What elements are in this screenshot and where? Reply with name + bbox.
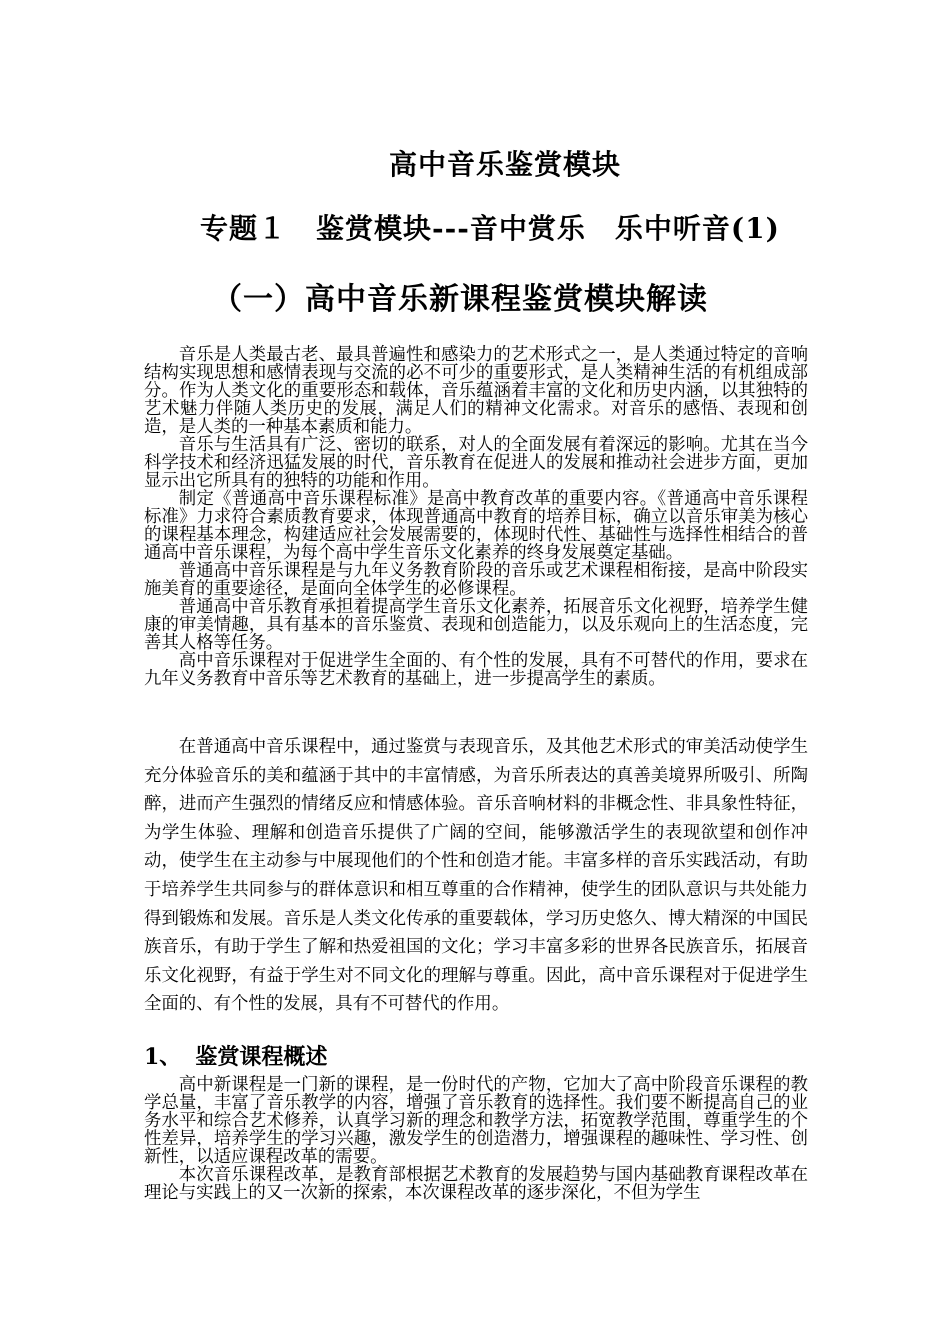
paragraph: 制定《普通高中音乐课程标准》是高中教育改革的重要内容。《普通高中音乐课程标准》力求符合素质教育要求，体现普通高中教育的培养目标，确立以音乐审美为核心的课程基本理念，构建适应社会发展需要的，体现时代性、基础性与选择性相结合的普通高中音乐课程，为每个高中学生音乐文化素养的终身发展奠定基础。 (144, 489, 808, 563)
section-title: 鉴赏课程概述 (195, 1044, 328, 1070)
paragraph: 音乐与生活具有广泛、密切的联系，对人的全面发展有着深远的影响。尤其在当今科学技术和经济迅猛发展的时代，音乐教育在促进人的发展和推动社会进步方面，更加显示出它所具有的独特的功能和作用。 (144, 435, 808, 491)
main-text (144, 733, 808, 1019)
paragraph: 在普通高中音乐课程中，通过鉴赏与表现音乐，及其他艺术形式的审美活动使学生充分体验音乐的美和蕴涵于其中的丰富情感，为音乐所表达的真善美境界所吸引、所陶醉，进而产生强烈的情绪反应和情感体验。音乐音响材料的非概念性、非具象性特征，为学生体验、理解和创造音乐提供了广阔的空间，能够激活学生的表现欲望和创作冲动，使学生在主动参与中展现他们的个性和创造才能。丰富多样的音乐实践活动，有助于培养学生共同参与的群体意识和相互尊重的合作精神，使学生的团队意识与共处能力得到锻炼和发展。音乐是人类文化传承的重要载体，学习历史悠久、博大精深的中国民族音乐，有助于学生了解和热爱祖国的文化；学习丰富多彩的世界各民族音乐，拓展音乐文化视野，有益于学生对不同文化的理解与尊重。因此，高中音乐课程对于促进学生全面的、有个性的发展，具有不可替代的作用。 (144, 737, 808, 1015)
section-heading: （一）高中音乐新课程鉴赏模块解读 (212, 282, 708, 317)
document-subtitle: 专题１ 鉴赏模块---音中赏乐 乐中听音(1) (200, 212, 780, 245)
paragraph: 普通高中音乐教育承担着提高学生音乐文化素养，拓展音乐文化视野，培养学生健康的审美情趣，具有基本的音乐鉴赏、表现和创造能力，以及乐观向上的生活态度，完善其人格等任务。 (144, 597, 808, 653)
paragraph: 普通高中音乐课程是与九年义务教育阶段的音乐或艺术课程相衔接，是高中阶段实施美育的重要途径，是面向全体学生的必修课程。 (144, 561, 808, 599)
paragraph: 高中新课程是一门新的课程，是一份时代的产物，它加大了高中阶段音乐课程的教学总量，丰富了音乐教学的内容，增强了音乐教育的选择性。我们要不断提高自己的业务水平和综合艺术修养，认真学习新的理念和教学方法，拓宽教学范围，尊重学生的个性差异，培养学生的学习兴趣，激发学生的创造潜力，增强课程的趣味性、学习性、创新性，以适应课程改革的需要。 (144, 1075, 808, 1167)
paragraph: 音乐是人类最古老、最具普遍性和感染力的艺术形式之一，是人类通过特定的音响结构实现思想和感情表现与交流的必不可少的重要形式，是人类精神生活的有机组成部分。作为人类文化的重要形态和载体，音乐蕴涵着丰富的文化和历史内涵，以其独特的艺术魅力伴随人类历史的发展，满足人们的精神文化需求。对音乐的感悟、表现和创造，是人类的一种基本素质和能力。 (144, 345, 808, 437)
section-1-heading (144, 1040, 327, 1071)
section-1-text (144, 1076, 808, 1202)
paragraph: 高中音乐课程对于促进学生全面的、有个性的发展，具有不可替代的作用，要求在九年义务教育中音乐等艺术教育的基础上，进一步提高学生的素质。 (144, 651, 808, 689)
section-number: 1、 (144, 1044, 182, 1070)
document-title: 高中音乐鉴赏模块 (388, 148, 621, 181)
intro-text (144, 346, 808, 688)
paragraph: 本次音乐课程改革，是教育部根据艺术教育的发展趋势与国内基础教育课程改革在理论与实践上的又一次新的探索，本次课程改革的逐步深化，不但为学生 (144, 1165, 808, 1203)
